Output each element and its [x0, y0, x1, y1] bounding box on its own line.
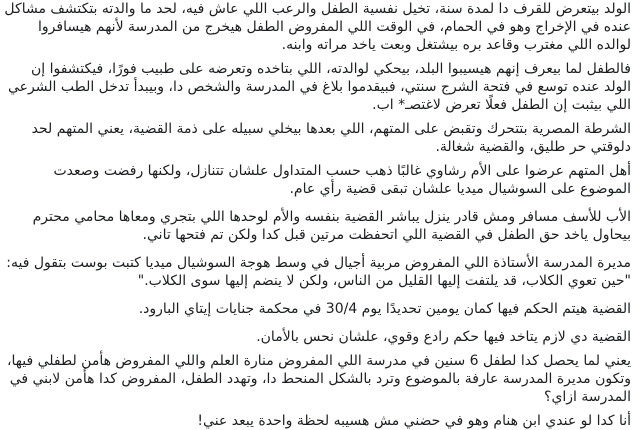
post-paragraph-2: فالطفل لما بيعرف إنهم هيسيبوا البلد، بيحكي لوالدته، اللي بتاخده وتعرضه على طبيب فورًا، فيكتشفوا إن الولد عنده توسع في فتحة الشرج سنتي، فبيقدموا بلاغ في المدرسة والشخص دا، وبيبدأ تدخل الطب الشرعي اللي بيثبت إن الطفل فعلًا تعرض لاغتصـ* اب.	[8, 61, 631, 113]
post-paragraph-1: الولد بيتعرض للقرف دا لمدة سنة، تخيل نفسية الطفل والرعب اللي عاش فيه، لحد ما والدته بتكتشف مشاكل عنده في الإخراج وهو في الحمام، في الوقت اللي المفروض الطفل هيخرج من المدرسة لأنهم هيسافروا لوالده اللي مغترب وقاعد بره بيشتغل وبعت ياخد مراته وابنه.	[4, 1, 631, 53]
post-paragraph-4: أهل المتهم عرضوا على الأم رشاوي غالبًا ذهب حسب المتداول علشان تتنازل، ولكنها رفضت وصعدت الموضوع على السوشيال ميديا علشان تبقى قضية رأي عام.	[53, 163, 631, 197]
post-paragraph-3: الشرطة المصرية بتتحرك وتقبض على المتهم، اللي بعدها بيخلي سبيله على ذمة القضية، يعني المتهم لحد دلوقتي حر طليق، والقضية شغالة.	[31, 121, 631, 155]
post-paragraph-6: مديرة المدرسة الأستاذة اللي المفروض مربية أجيال في وسط هوجة السوشيال ميديا كتبت بوست بتقول فيه: "حين تعوي الكلاب، قد يلتفت إليها القليل من الناس، ولكن لا ينضم إليها سوى الكلاب."	[6, 255, 631, 289]
post-paragraph-8: القضية دي لازم يتاخد فيها حكم رادع وقوي، علشان نحس بالأمان.	[256, 329, 631, 345]
post-paragraph-9: يعني لما يحصل كدا لطفل 6 سنين في مدرسة اللي المفروض منارة العلم واللي المفروض هأمن لطفلي فيها، وتكون مديرة المدرسة عارفة بالموضوع وترد بالشكل المنحط دا، وتهدد الطفل، المفروض كدا هأمن لابني في المدرسة ازاي؟	[6, 353, 631, 405]
post-paragraph-10: أنا كدا لو عندي ابن هنام وهو في حضني مش هسيبه لحظة واحدة يبعد عني!	[197, 413, 631, 429]
post-paragraph-5: الأب للأسف مسافر ومش قادر ينزل يباشر القضية بنفسه والأم لوحدها اللي بتجري ومعاها محامي محترم بيحاول ياخد حق الطفل في القضية اللي اتحفظت مرتين قبل كدا ولكن تم فتحها تاني.	[32, 209, 631, 243]
post-paragraph-7: القضية هيتم الحكم فيها كمان يومين تحديدًا يوم 30/4 في محكمة جنايات إيتاي البارود.	[138, 301, 631, 317]
